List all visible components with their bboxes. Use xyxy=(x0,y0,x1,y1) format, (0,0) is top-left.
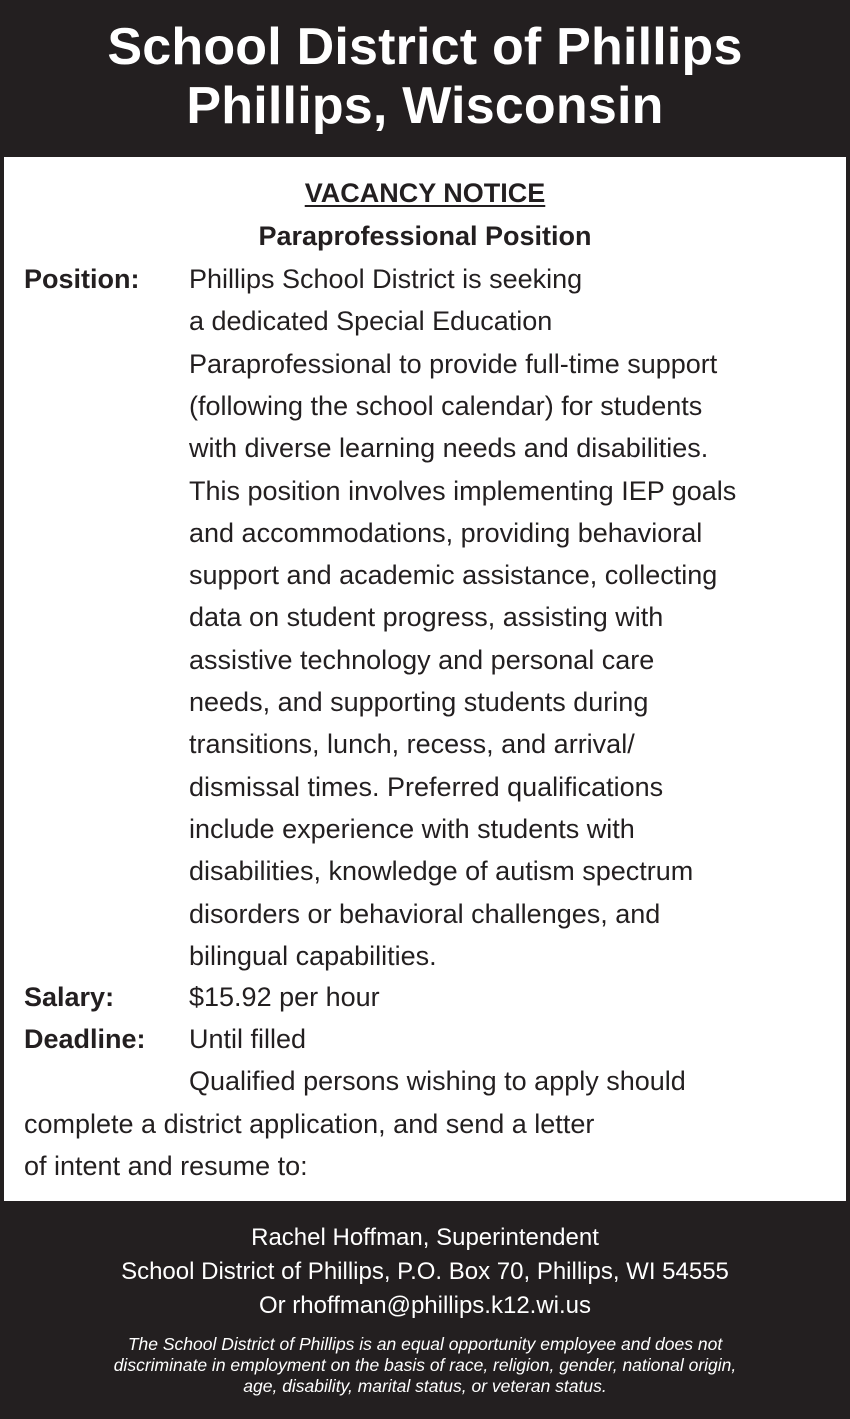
position-description-line: and accommodations, providing behavioral xyxy=(189,517,703,548)
position-title: Paraprofessional Position xyxy=(258,221,592,251)
deadline-value: Until filled xyxy=(189,1024,307,1054)
eeo-disclaimer-line: discriminate in employment on the basis of race, religion, gender, national origin, xyxy=(113,1355,737,1375)
position-description-line: bilingual capabilities. xyxy=(189,940,437,971)
position-label: Position: xyxy=(24,264,140,294)
position-description-line: assistive technology and personal care xyxy=(189,644,655,675)
position-description-line: dismissal times. Preferred qualifications xyxy=(189,771,664,802)
eeo-disclaimer-line: The School District of Phillips is an equal opportunity employee and does not xyxy=(127,1334,723,1354)
position-description-line: transitions, lunch, recess, and arrival/ xyxy=(189,729,635,760)
position-description-line: This position involves implementing IEP goals xyxy=(189,475,737,506)
notice-body xyxy=(4,157,846,1201)
position-description-line: disorders or behavioral challenges, and xyxy=(189,898,661,929)
position-description-line: a dedicated Special Education xyxy=(189,306,553,337)
eeo-disclaimer-line: age, disability, marital status, or veteran status. xyxy=(243,1376,607,1396)
position-description-line: data on student progress, assisting with xyxy=(189,602,664,633)
apply-instructions-line: of intent and resume to: xyxy=(24,1151,308,1181)
vacancy-notice-heading: VACANCY NOTICE xyxy=(304,178,546,208)
position-description-line: (following the school calendar) for students xyxy=(189,390,703,421)
salary-label: Salary: xyxy=(24,982,115,1012)
deadline-label: Deadline: xyxy=(24,1024,146,1054)
position-description-line: disabilities, knowledge of autism spectrum xyxy=(189,856,694,887)
district-title: School District of Phillips xyxy=(107,18,743,76)
footer-contact xyxy=(0,1201,850,1419)
apply-instructions-line: complete a district application, and send a letter xyxy=(24,1109,595,1139)
header-banner xyxy=(0,0,850,157)
contact-email[interactable]: Or rhoffman@phillips.k12.wi.us xyxy=(258,1292,592,1319)
apply-instructions-line: Qualified persons wishing to apply should xyxy=(189,1066,686,1096)
position-description-line: Paraprofessional to provide full-time support xyxy=(189,348,718,379)
contact-name: Rachel Hoffman, Superintendent xyxy=(251,1224,599,1251)
position-description-line: with diverse learning needs and disabilities. xyxy=(189,433,709,464)
district-location: Phillips, Wisconsin xyxy=(186,77,664,135)
position-description-line: include experience with students with xyxy=(189,813,635,844)
salary-value: $15.92 per hour xyxy=(189,982,380,1012)
position-description-line: support and academic assistance, collecting xyxy=(189,560,718,591)
position-description-line: Phillips School District is seeking xyxy=(189,264,583,294)
contact-address: School District of Phillips, P.O. Box 70, Phillips, WI 54555 xyxy=(121,1258,729,1285)
position-description-line: needs, and supporting students during xyxy=(189,687,649,717)
